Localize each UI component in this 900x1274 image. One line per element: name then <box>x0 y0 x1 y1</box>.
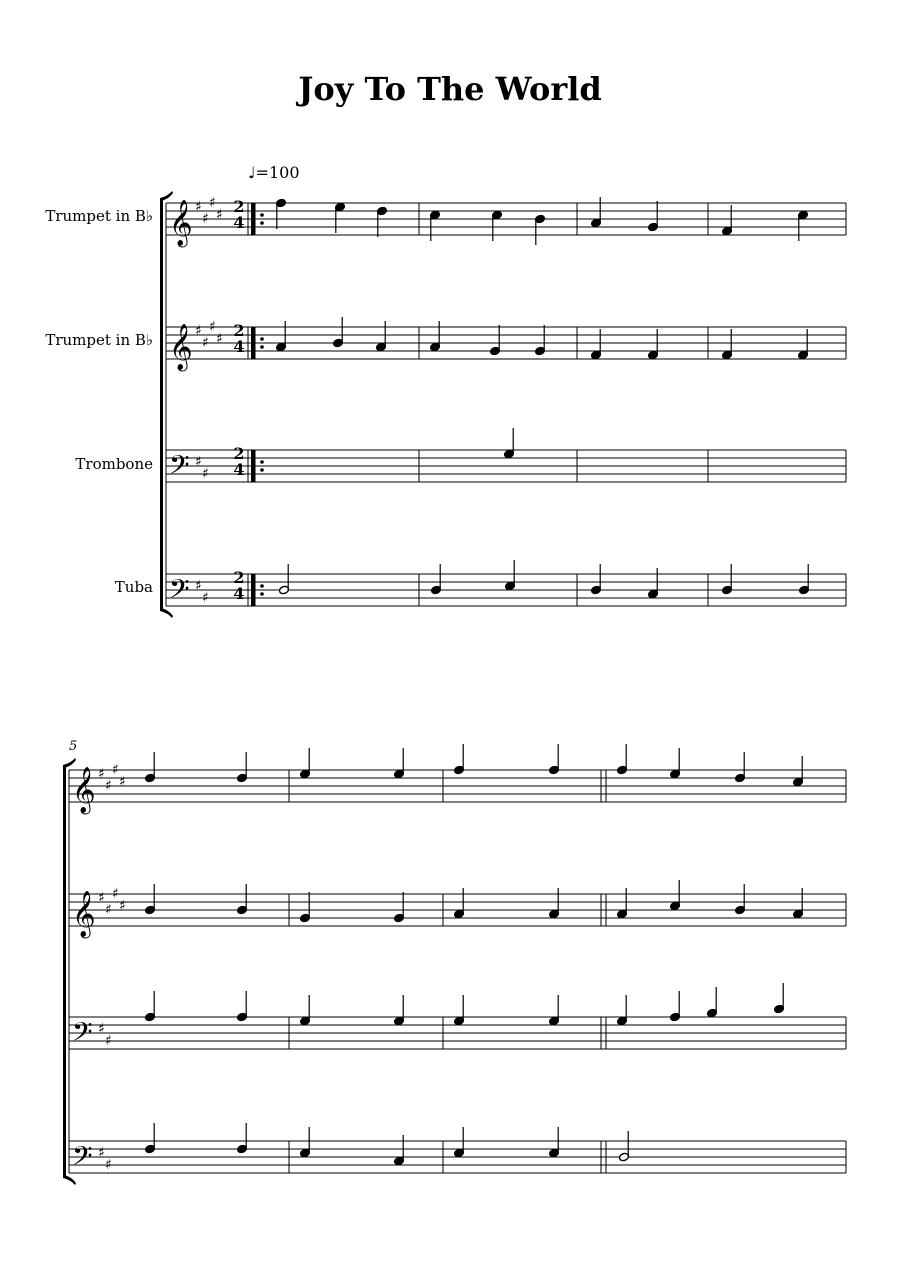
svg-text:♯: ♯ <box>195 454 202 470</box>
svg-text:♯: ♯ <box>202 211 209 227</box>
time-signature-top: 2 <box>233 444 245 463</box>
svg-text:♯: ♯ <box>105 1033 112 1049</box>
svg-text:𝄞: 𝄞 <box>169 200 193 246</box>
svg-text:♯: ♯ <box>119 898 126 914</box>
time-signature-top: 2 <box>233 321 245 340</box>
tempo-value: =100 <box>255 163 300 182</box>
time-signature-bottom: 4 <box>233 460 245 479</box>
time-signature-top: 2 <box>233 197 245 216</box>
svg-text:♯: ♯ <box>209 319 216 335</box>
instrument-label-trumpet-1: Trumpet in B♭ <box>45 207 153 225</box>
svg-text:♯: ♯ <box>98 890 105 906</box>
svg-text:♯: ♯ <box>105 902 112 918</box>
measure-number: 5 <box>69 739 78 754</box>
svg-text:♯: ♯ <box>112 762 119 778</box>
svg-text:𝄢: 𝄢 <box>169 573 190 611</box>
svg-text:♯: ♯ <box>202 335 209 351</box>
svg-text:♯: ♯ <box>216 207 223 223</box>
time-signature-top: 2 <box>233 568 245 587</box>
svg-text:𝄢: 𝄢 <box>72 1016 93 1054</box>
svg-text:♯: ♯ <box>195 578 202 594</box>
svg-text:𝄞: 𝄞 <box>72 891 96 937</box>
svg-text:♯: ♯ <box>98 1145 105 1161</box>
time-signature-bottom: 4 <box>233 584 245 603</box>
quarter-note-icon: ♩ <box>248 163 256 182</box>
instrument-label-trombone: Trombone <box>75 455 153 473</box>
svg-text:𝄞: 𝄞 <box>169 324 193 370</box>
svg-text:♯: ♯ <box>195 323 202 339</box>
svg-text:𝄢: 𝄢 <box>169 449 190 487</box>
svg-text:♯: ♯ <box>216 331 223 347</box>
score-title: Joy To The World <box>298 70 602 108</box>
svg-text:𝄞: 𝄞 <box>72 767 96 813</box>
svg-text:♯: ♯ <box>98 766 105 782</box>
time-signature-bottom: 4 <box>233 213 245 232</box>
svg-text:♯: ♯ <box>195 199 202 215</box>
svg-text:𝄢: 𝄢 <box>72 1140 93 1178</box>
svg-text:♯: ♯ <box>209 195 216 211</box>
svg-text:♯: ♯ <box>105 1157 112 1173</box>
time-signature-bottom: 4 <box>233 337 245 356</box>
svg-text:♯: ♯ <box>202 590 209 606</box>
svg-text:♯: ♯ <box>119 774 126 790</box>
svg-text:♯: ♯ <box>112 886 119 902</box>
svg-text:♯: ♯ <box>105 778 112 794</box>
instrument-label-tuba: Tuba <box>114 578 153 596</box>
instrument-label-trumpet-2: Trumpet in B♭ <box>45 331 153 349</box>
svg-text:♯: ♯ <box>98 1021 105 1037</box>
svg-text:♯: ♯ <box>202 466 209 482</box>
